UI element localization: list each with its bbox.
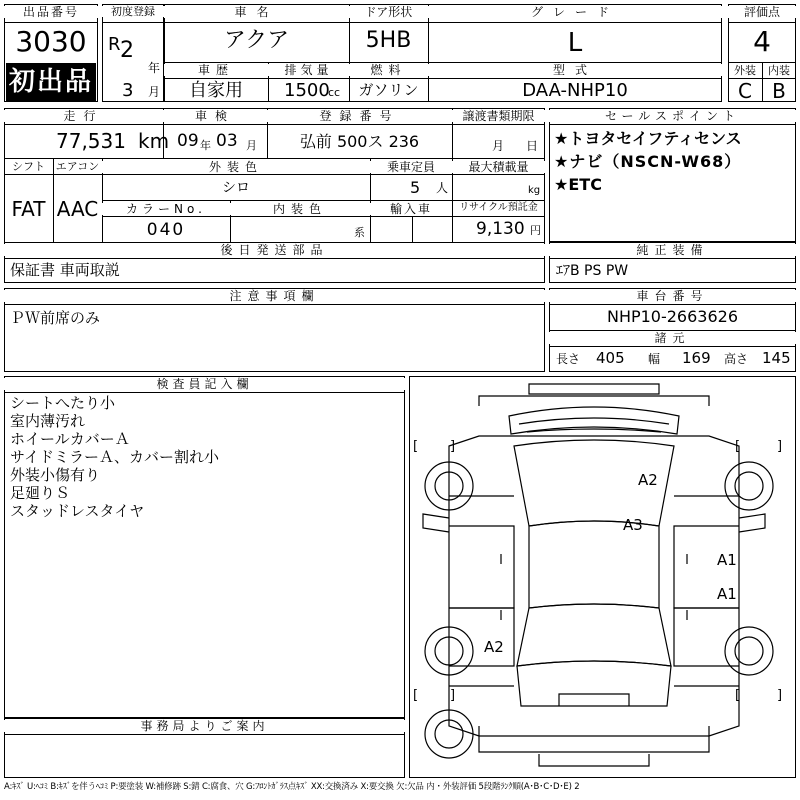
inspection-year: 09 — [177, 131, 199, 151]
registration-label: 登録番号 — [267, 110, 452, 122]
recycle-unit: 円 — [530, 224, 541, 237]
width-label: 幅 — [648, 352, 661, 366]
bracket-right-top-a: ] — [450, 439, 456, 454]
reg-month: 3 — [122, 80, 134, 101]
color-no: 040 — [146, 220, 186, 240]
car-diagram — [409, 376, 796, 778]
sales-point-3: ★ETC — [554, 175, 602, 194]
inspection-label: 車検 — [163, 110, 267, 122]
ac-label: エアコン — [55, 160, 100, 173]
inspector-line-2: 室内薄汚れ — [10, 412, 86, 430]
shift-label: シフト — [12, 160, 45, 173]
displacement: 1500 — [284, 80, 330, 101]
ext-color: シロ — [222, 180, 250, 196]
model: DAA-NHP10 — [522, 80, 628, 101]
color-no-label: カラーNo. — [102, 203, 230, 215]
displacement-unit: cc — [328, 86, 341, 99]
transfer-label: 譲渡書類期限 — [452, 110, 545, 122]
lot-number: 3030 — [15, 25, 87, 58]
lot-label: 出品番号 — [4, 6, 98, 18]
bracket-left-bottom: [ — [413, 688, 419, 703]
ext-color-label: 外装色 — [102, 161, 370, 173]
grade-label: グレード — [428, 6, 722, 18]
bracket-right-bottom: ] — [777, 688, 783, 703]
equipment-label: 純正装備 — [549, 244, 796, 256]
interior-label: 内装 — [768, 64, 790, 77]
int-color-label: 内装色 — [230, 203, 370, 215]
width: 169 — [682, 349, 711, 367]
first-listing-badge: 初出品 — [6, 63, 96, 101]
import-label: 輸入車 — [370, 203, 452, 215]
inspector-line-3: ホイールカバーＡ — [10, 430, 130, 448]
notes: ＰＷ前席のみ — [10, 309, 101, 327]
capacity: 5 — [410, 178, 421, 197]
fuel-label: 燃料 — [349, 64, 428, 76]
inspector-line-4: サイドミラーＡ、カバー割れ小 — [10, 448, 219, 466]
score: 4 — [753, 25, 771, 58]
length: 405 — [596, 349, 625, 367]
inspection-month: 03 — [216, 131, 238, 151]
inspection-year-unit: 年 — [200, 139, 211, 152]
door-label: ドア形状 — [349, 6, 428, 18]
height-label: 高さ — [724, 352, 749, 366]
recycle: 9,130 — [476, 219, 525, 239]
later-parts-label: 後日発送部品 — [4, 244, 545, 256]
chassis-label: 車台番号 — [549, 290, 796, 302]
model-label: 型式 — [428, 64, 722, 76]
car-name-label: 車名 — [164, 6, 349, 18]
ac: AAC — [56, 197, 99, 221]
reg-year: 2 — [120, 38, 134, 63]
legend: A:ｷｽﾞ U:ﾍｺﾐ B:ｷｽﾞを伴うﾍｺﾐ P:要塗装 W:補修跡 S:錆 C:腐食、穴 G:ﾌﾛﾝﾄｶﾞﾗｽ点ｷｽﾞ XX:交換済み X:要交換 欠:欠品 内・外装評価 5段階ﾗﾝｸ順(A･B･C･D･E) 2 — [4, 782, 580, 792]
damage-mark-roof: A3 — [623, 516, 643, 534]
history: 自家用 — [189, 80, 243, 101]
mileage-unit: km — [138, 129, 170, 153]
year-unit: 年 — [148, 61, 161, 75]
equipment: ｴｱB PS PW — [556, 263, 629, 279]
mileage: 77,531 — [56, 129, 126, 153]
int-color-unit: 系 — [354, 226, 365, 239]
exterior-label: 外装 — [734, 64, 756, 77]
mileage-label: 走行 — [4, 110, 163, 122]
inspector-line-7: スタッドレスタイヤ — [10, 502, 145, 520]
transfer-month: 月 — [492, 139, 505, 153]
sales-points-label: セールスポイント — [549, 110, 796, 122]
chassis-number: NHP10-2663626 — [606, 307, 739, 326]
registration-number: 弘前 500ス 236 — [299, 132, 420, 151]
car-name: アクア — [223, 28, 290, 53]
bracket-right-top: ] — [777, 439, 783, 454]
length-label: 長さ — [556, 352, 581, 366]
exterior-grade: C — [738, 79, 752, 103]
damage-mark-right-front-door: A1 — [717, 551, 737, 569]
later-parts: 保証書 車両取説 — [10, 261, 120, 279]
bracket-right-bottom-a: ] — [450, 688, 456, 703]
load-label: 最大積載量 — [452, 161, 545, 173]
inspection-month-unit: 月 — [246, 139, 257, 152]
notes-label: 注意事項欄 — [4, 290, 545, 302]
load-unit: kg — [528, 185, 541, 196]
damage-mark-left-rear: A2 — [484, 638, 504, 656]
first-reg-label: 初度登録 — [102, 6, 164, 17]
dims-label: 諸元 — [549, 332, 796, 344]
inspector-label: 検査員記入欄 — [4, 378, 405, 390]
displacement-label: 排気量 — [268, 64, 349, 76]
shift: FAT — [11, 197, 46, 221]
grade: L — [567, 28, 583, 58]
transfer-day: 日 — [526, 139, 539, 153]
sales-point-2: ★ナビ（NSCN-W68） — [554, 152, 742, 171]
damage-mark-right-rear-door: A1 — [717, 585, 737, 603]
bracket-left-top-2: [ — [735, 439, 741, 454]
score-label: 評価点 — [728, 6, 796, 18]
damage-mark-hood: A2 — [638, 471, 658, 489]
bracket-left-bottom-2: [ — [735, 688, 741, 703]
fuel: ガソリン — [358, 81, 419, 99]
history-label: 車歴 — [164, 64, 268, 76]
inspector-line-1: シートへたり小 — [10, 394, 116, 412]
door-type: 5HB — [365, 28, 412, 53]
inspector-line-5: 外装小傷有り — [10, 466, 101, 484]
bracket-left-top: [ — [413, 439, 419, 454]
month-unit: 月 — [148, 85, 161, 99]
capacity-label: 乗車定員 — [370, 161, 452, 173]
height: 145 — [762, 349, 791, 367]
interior-grade: B — [772, 79, 786, 103]
capacity-unit: 人 — [436, 181, 449, 195]
inspector-line-6: 足廻りＳ — [10, 484, 71, 502]
sales-point-1: ★トヨタセイフティセンス — [554, 129, 742, 148]
recycle-label: リサイクル預託金 — [459, 202, 538, 213]
era: R — [108, 34, 121, 55]
office-label: 事務局よりご案内 — [4, 720, 405, 732]
